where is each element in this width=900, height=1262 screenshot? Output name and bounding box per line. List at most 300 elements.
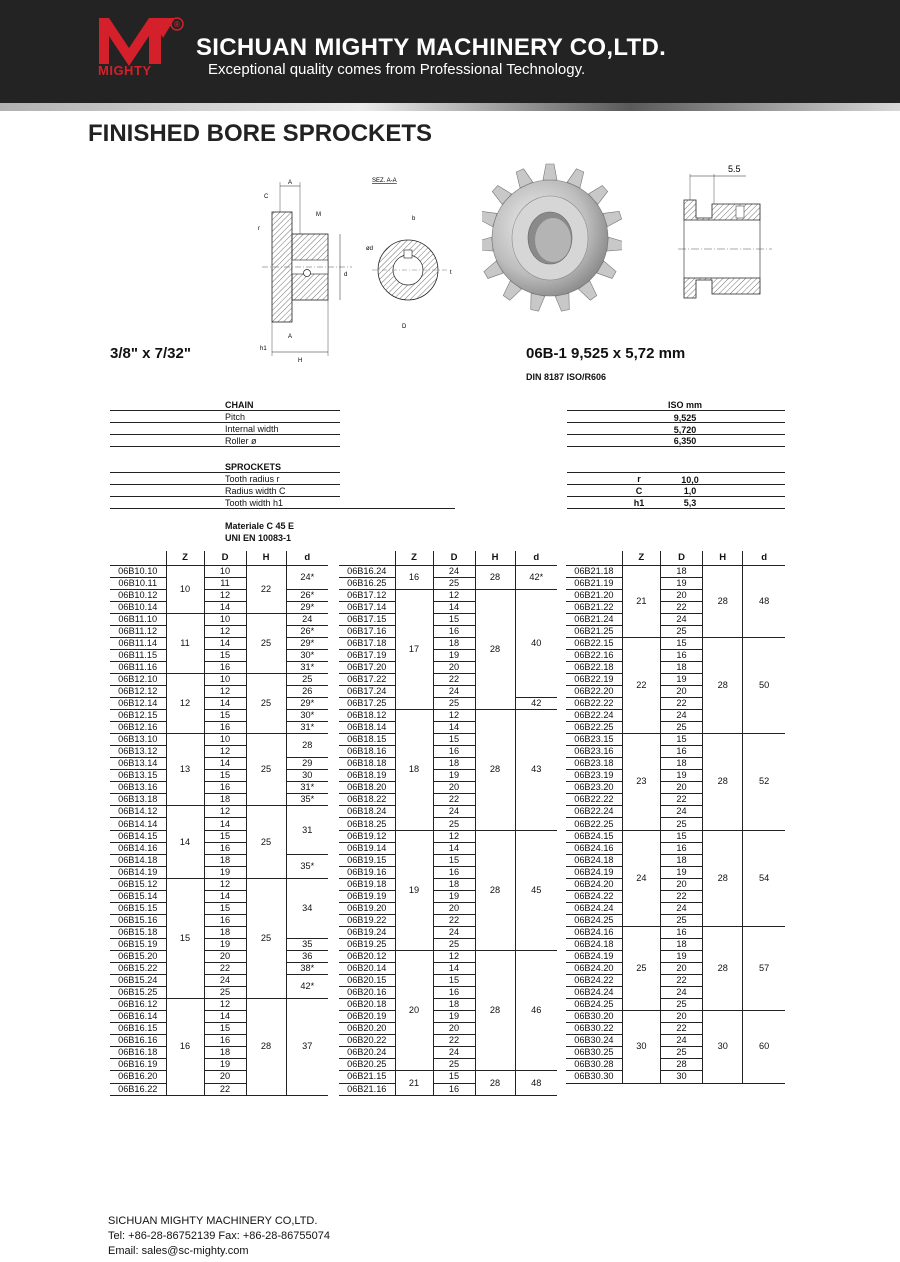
bore-diameter: 12 bbox=[433, 830, 475, 842]
bore-diameter: 24 bbox=[204, 975, 246, 987]
hub-diameter: 42 bbox=[515, 698, 557, 710]
part-code: 06B17.15 bbox=[339, 613, 395, 625]
hub-diameter: 30* bbox=[286, 710, 328, 722]
part-code: 06B12.12 bbox=[110, 685, 166, 697]
hub-diameter: 30 bbox=[286, 770, 328, 782]
bore-diameter: 18 bbox=[660, 854, 702, 866]
tooth-radius-label: Tooth radius r bbox=[225, 474, 280, 484]
bore-diameter: 16 bbox=[204, 661, 246, 673]
header-code bbox=[566, 551, 622, 565]
header-d: d bbox=[286, 551, 328, 565]
table-row bbox=[110, 565, 328, 577]
part-code: 06B18.16 bbox=[339, 746, 395, 758]
bore-diameter: 16 bbox=[433, 625, 475, 637]
table-row bbox=[566, 734, 785, 746]
bore-diameter: 25 bbox=[204, 987, 246, 999]
part-code: 06B17.24 bbox=[339, 685, 395, 697]
bore-diameter: 14 bbox=[204, 1011, 246, 1023]
header-h: H bbox=[475, 551, 515, 565]
bore-diameter: 18 bbox=[204, 794, 246, 806]
bore-diameter: 18 bbox=[433, 758, 475, 770]
footer-email: Email: sales@sc-mighty.com bbox=[108, 1245, 249, 1257]
part-code: 06B13.12 bbox=[110, 746, 166, 758]
part-code: 06B20.22 bbox=[339, 1035, 395, 1047]
hub-diameter: 37 bbox=[286, 999, 328, 1095]
header-stripe bbox=[0, 103, 900, 111]
chain-width-value: 5,720 bbox=[673, 425, 697, 435]
chain-roller-label: Roller ø bbox=[225, 436, 257, 446]
part-code: 06B24.25 bbox=[566, 999, 622, 1011]
header-d: D bbox=[660, 551, 702, 565]
part-code: 06B22.20 bbox=[566, 685, 622, 697]
radius-width-value: 1,0 bbox=[683, 486, 697, 496]
hub-diameter: 48 bbox=[515, 1071, 557, 1095]
sprocket-table-2 bbox=[339, 551, 557, 1096]
label-r: r bbox=[258, 226, 260, 232]
part-code: 06B17.16 bbox=[339, 625, 395, 637]
table-row bbox=[339, 710, 557, 722]
hub-diameter: 35 bbox=[286, 938, 328, 950]
bore-diameter: 20 bbox=[433, 782, 475, 794]
bore-diameter: 10 bbox=[204, 565, 246, 577]
part-code: 06B19.25 bbox=[339, 938, 395, 950]
part-code: 06B10.12 bbox=[110, 589, 166, 601]
part-code: 06B19.24 bbox=[339, 926, 395, 938]
header-z: Z bbox=[395, 551, 433, 565]
part-code: 06B21.19 bbox=[566, 577, 622, 589]
table-row bbox=[110, 613, 328, 625]
label-h1: h1 bbox=[260, 346, 267, 352]
bore-diameter: 15 bbox=[204, 902, 246, 914]
part-code: 06B30.24 bbox=[566, 1035, 622, 1047]
part-code: 06B16.12 bbox=[110, 999, 166, 1011]
part-code: 06B23.15 bbox=[566, 734, 622, 746]
label-bore: ød bbox=[366, 246, 374, 252]
part-code: 06B24.24 bbox=[566, 902, 622, 914]
bore-diameter: 18 bbox=[433, 999, 475, 1011]
hub-length: 25 bbox=[246, 734, 286, 806]
teeth-count: 17 bbox=[395, 589, 433, 709]
bore-diameter: 20 bbox=[433, 661, 475, 673]
part-code: 06B23.18 bbox=[566, 758, 622, 770]
header-code bbox=[110, 551, 166, 565]
bore-diameter: 25 bbox=[660, 914, 702, 926]
hub-length: 28 bbox=[703, 734, 743, 830]
bore-diameter: 18 bbox=[204, 854, 246, 866]
bore-diameter: 15 bbox=[204, 1023, 246, 1035]
bore-diameter: 15 bbox=[433, 854, 475, 866]
bore-diameter: 19 bbox=[204, 1059, 246, 1071]
label-m: M bbox=[316, 212, 321, 218]
tooth-width-sym: h1 bbox=[633, 498, 645, 508]
section-label: SEZ. A-A bbox=[372, 178, 397, 184]
part-code: 06B19.16 bbox=[339, 866, 395, 878]
table-row bbox=[110, 698, 328, 710]
hub-diameter: 29* bbox=[286, 601, 328, 613]
hub-diameter: 28 bbox=[286, 734, 328, 758]
part-code: 06B15.15 bbox=[110, 902, 166, 914]
part-code: 06B15.18 bbox=[110, 926, 166, 938]
bore-diameter: 14 bbox=[204, 601, 246, 613]
part-code: 06B16.25 bbox=[339, 577, 395, 589]
part-code: 06B15.24 bbox=[110, 975, 166, 987]
bore-diameter: 20 bbox=[660, 685, 702, 697]
bore-diameter: 16 bbox=[660, 926, 702, 938]
part-code: 06B22.24 bbox=[566, 806, 622, 818]
part-code: 06B18.15 bbox=[339, 734, 395, 746]
part-code: 06B18.14 bbox=[339, 722, 395, 734]
chain-pitch-label: Pitch bbox=[225, 412, 246, 422]
teeth-count: 21 bbox=[622, 565, 660, 637]
bore-diameter: 19 bbox=[433, 770, 475, 782]
bore-diameter: 12 bbox=[433, 951, 475, 963]
bore-diameter: 24 bbox=[660, 710, 702, 722]
bore-diameter: 24 bbox=[660, 613, 702, 625]
hub-length: 25 bbox=[246, 806, 286, 878]
size-metric: 06B-1 9,525 x 5,72 mm bbox=[526, 345, 686, 362]
part-code: 06B12.15 bbox=[110, 710, 166, 722]
tooth-width-label: Tooth width h1 bbox=[225, 498, 284, 508]
part-code: 06B12.10 bbox=[110, 673, 166, 685]
hub-length: 28 bbox=[475, 565, 515, 589]
bore-diameter: 22 bbox=[660, 698, 702, 710]
part-code: 06B21.15 bbox=[339, 1071, 395, 1083]
bore-diameter: 20 bbox=[204, 951, 246, 963]
part-code: 06B22.15 bbox=[566, 637, 622, 649]
label-b: b bbox=[412, 216, 416, 222]
part-code: 06B22.24 bbox=[566, 710, 622, 722]
part-code: 06B30.28 bbox=[566, 1059, 622, 1071]
part-code: 06B12.16 bbox=[110, 722, 166, 734]
bore-diameter: 25 bbox=[660, 818, 702, 830]
header-h: H bbox=[246, 551, 286, 565]
bore-diameter: 15 bbox=[204, 710, 246, 722]
hub-diameter: 42* bbox=[286, 975, 328, 999]
bore-diameter: 16 bbox=[433, 866, 475, 878]
hub-diameter: 43 bbox=[515, 710, 557, 830]
part-code: 06B24.20 bbox=[566, 878, 622, 890]
part-code: 06B17.20 bbox=[339, 661, 395, 673]
table-row bbox=[110, 975, 328, 987]
bore-diameter: 10 bbox=[204, 734, 246, 746]
bore-diameter: 15 bbox=[433, 975, 475, 987]
bore-diameter: 18 bbox=[204, 926, 246, 938]
table-row bbox=[110, 589, 328, 601]
tooth-radius-sym: r bbox=[637, 474, 641, 484]
part-code: 06B16.22 bbox=[110, 1083, 166, 1095]
hub-length: 22 bbox=[246, 565, 286, 613]
label-c: C bbox=[264, 194, 269, 200]
bore-diameter: 14 bbox=[433, 601, 475, 613]
hub-length: 28 bbox=[703, 830, 743, 926]
teeth-count: 22 bbox=[622, 637, 660, 733]
bore-diameter: 19 bbox=[660, 866, 702, 878]
table-row bbox=[110, 770, 328, 782]
part-code: 06B20.19 bbox=[339, 1011, 395, 1023]
radius-width-label: Radius width C bbox=[225, 486, 286, 496]
part-code: 06B16.15 bbox=[110, 1023, 166, 1035]
chain-pitch-value: 9,525 bbox=[673, 413, 697, 423]
part-code: 06B12.14 bbox=[110, 698, 166, 710]
part-code: 06B23.19 bbox=[566, 770, 622, 782]
bore-diameter: 25 bbox=[660, 999, 702, 1011]
bore-diameter: 22 bbox=[433, 914, 475, 926]
bore-diameter: 24 bbox=[660, 1035, 702, 1047]
part-code: 06B20.12 bbox=[339, 951, 395, 963]
footer-phone: Tel: +86-28-86752139 Fax: +86-28-86755074 bbox=[108, 1230, 331, 1242]
radius-width-sym: C bbox=[635, 486, 643, 496]
part-code: 06B24.18 bbox=[566, 854, 622, 866]
bore-diameter: 19 bbox=[204, 866, 246, 878]
company-name: SICHUAN MIGHTY MACHINERY CO,LTD. bbox=[196, 34, 667, 61]
part-code: 06B22.18 bbox=[566, 661, 622, 673]
bore-diameter: 15 bbox=[204, 830, 246, 842]
header-z: Z bbox=[622, 551, 660, 565]
label-t: t bbox=[450, 270, 452, 276]
bore-diameter: 24 bbox=[660, 902, 702, 914]
hub-diameter: 48 bbox=[743, 565, 785, 637]
bore-diameter: 25 bbox=[433, 577, 475, 589]
label-a1: A bbox=[288, 180, 293, 186]
part-code: 06B20.24 bbox=[339, 1047, 395, 1059]
header-d: D bbox=[433, 551, 475, 565]
hub-length: 28 bbox=[703, 565, 743, 637]
part-code: 06B19.19 bbox=[339, 890, 395, 902]
section-view-drawing bbox=[362, 172, 462, 332]
table-row bbox=[566, 926, 785, 938]
standard-label: DIN 8187 ISO/R606 bbox=[526, 372, 607, 382]
part-code: 06B18.22 bbox=[339, 794, 395, 806]
part-code: 06B21.24 bbox=[566, 613, 622, 625]
part-code: 06B16.19 bbox=[110, 1059, 166, 1071]
teeth-count: 18 bbox=[395, 710, 433, 830]
part-code: 06B19.20 bbox=[339, 902, 395, 914]
teeth-count: 20 bbox=[395, 951, 433, 1071]
bore-diameter: 19 bbox=[660, 673, 702, 685]
table-row bbox=[110, 782, 328, 794]
bore-diameter: 12 bbox=[204, 625, 246, 637]
part-code: 06B20.18 bbox=[339, 999, 395, 1011]
size-inch: 3/8" x 7/32" bbox=[110, 345, 191, 362]
bore-diameter: 22 bbox=[433, 794, 475, 806]
bore-diameter: 12 bbox=[204, 999, 246, 1011]
header-d: d bbox=[515, 551, 557, 565]
table-row bbox=[110, 673, 328, 685]
bore-diameter: 16 bbox=[433, 987, 475, 999]
hub-length: 25 bbox=[246, 613, 286, 673]
bore-diameter: 11 bbox=[204, 577, 246, 589]
part-code: 06B17.12 bbox=[339, 589, 395, 601]
part-code: 06B16.16 bbox=[110, 1035, 166, 1047]
hub-diameter: 25 bbox=[286, 673, 328, 685]
bore-diameter: 12 bbox=[204, 685, 246, 697]
bore-diameter: 25 bbox=[433, 1059, 475, 1071]
part-code: 06B19.22 bbox=[339, 914, 395, 926]
label-d: d bbox=[344, 272, 348, 278]
bore-diameter: 15 bbox=[433, 734, 475, 746]
bore-diameter: 19 bbox=[433, 890, 475, 902]
hub-diameter: 24 bbox=[286, 613, 328, 625]
part-code: 06B19.12 bbox=[339, 830, 395, 842]
teeth-count: 24 bbox=[622, 830, 660, 926]
bore-diameter: 22 bbox=[204, 1083, 246, 1095]
bore-diameter: 24 bbox=[660, 987, 702, 999]
bore-diameter: 12 bbox=[433, 710, 475, 722]
bore-diameter: 22 bbox=[204, 963, 246, 975]
header-code bbox=[339, 551, 395, 565]
part-code: 06B11.12 bbox=[110, 625, 166, 637]
bore-diameter: 20 bbox=[433, 1023, 475, 1035]
hub-length: 28 bbox=[703, 637, 743, 733]
part-code: 06B21.18 bbox=[566, 565, 622, 577]
part-code: 06B14.18 bbox=[110, 854, 166, 866]
bore-diameter: 19 bbox=[204, 938, 246, 950]
bore-diameter: 12 bbox=[204, 878, 246, 890]
part-code: 06B24.25 bbox=[566, 914, 622, 926]
part-code: 06B15.22 bbox=[110, 963, 166, 975]
table-row bbox=[566, 830, 785, 842]
bore-diameter: 15 bbox=[204, 649, 246, 661]
part-code: 06B23.20 bbox=[566, 782, 622, 794]
table-row bbox=[110, 794, 328, 806]
part-code: 06B10.10 bbox=[110, 565, 166, 577]
teeth-count: 23 bbox=[622, 734, 660, 830]
bore-diameter: 15 bbox=[660, 637, 702, 649]
hub-diameter: 31* bbox=[286, 782, 328, 794]
bore-diameter: 16 bbox=[204, 842, 246, 854]
bore-diameter: 14 bbox=[204, 637, 246, 649]
hub-diameter: 30* bbox=[286, 649, 328, 661]
part-code: 06B10.11 bbox=[110, 577, 166, 589]
bore-diameter: 25 bbox=[660, 722, 702, 734]
part-code: 06B13.18 bbox=[110, 794, 166, 806]
bore-diameter: 25 bbox=[660, 1047, 702, 1059]
hub-diameter: 50 bbox=[743, 637, 785, 733]
bore-diameter: 18 bbox=[660, 758, 702, 770]
part-code: 06B24.18 bbox=[566, 938, 622, 950]
hub-diameter: 52 bbox=[743, 734, 785, 830]
hub-diameter: 26* bbox=[286, 625, 328, 637]
hub-diameter: 54 bbox=[743, 830, 785, 926]
bore-diameter: 12 bbox=[433, 589, 475, 601]
label-a2: A bbox=[288, 334, 293, 340]
hub-length: 28 bbox=[246, 999, 286, 1095]
teeth-count: 11 bbox=[166, 613, 204, 673]
teeth-count: 25 bbox=[622, 926, 660, 1010]
table-row bbox=[110, 806, 328, 818]
table-row bbox=[110, 649, 328, 661]
part-code: 06B17.19 bbox=[339, 649, 395, 661]
table-row bbox=[110, 854, 328, 866]
table-row bbox=[566, 637, 785, 649]
bore-diameter: 18 bbox=[433, 637, 475, 649]
part-code: 06B24.19 bbox=[566, 951, 622, 963]
hub-diameter: 29* bbox=[286, 637, 328, 649]
bore-diameter: 22 bbox=[660, 975, 702, 987]
bore-diameter: 16 bbox=[433, 1083, 475, 1095]
bore-diameter: 12 bbox=[204, 589, 246, 601]
hub-length: 28 bbox=[703, 926, 743, 1010]
part-code: 06B16.20 bbox=[110, 1071, 166, 1083]
header-z: Z bbox=[166, 551, 204, 565]
part-code: 06B30.20 bbox=[566, 1011, 622, 1023]
teeth-count: 19 bbox=[395, 830, 433, 950]
part-code: 06B14.19 bbox=[110, 866, 166, 878]
part-code: 06B13.10 bbox=[110, 734, 166, 746]
hub-diameter: 42* bbox=[515, 565, 557, 589]
part-code: 06B21.22 bbox=[566, 601, 622, 613]
part-code: 06B22.25 bbox=[566, 818, 622, 830]
table-row bbox=[339, 951, 557, 963]
bore-diameter: 14 bbox=[204, 890, 246, 902]
bore-diameter: 25 bbox=[433, 938, 475, 950]
part-code: 06B17.25 bbox=[339, 698, 395, 710]
teeth-count: 13 bbox=[166, 734, 204, 806]
hub-diameter: 31* bbox=[286, 661, 328, 673]
tooth-width-value: 5,3 bbox=[683, 498, 697, 508]
bore-diameter: 16 bbox=[433, 746, 475, 758]
chain-roller-value: 6,350 bbox=[673, 436, 697, 446]
part-code: 06B13.14 bbox=[110, 758, 166, 770]
hub-length: 28 bbox=[475, 589, 515, 709]
part-code: 06B15.16 bbox=[110, 914, 166, 926]
bore-diameter: 18 bbox=[204, 1047, 246, 1059]
hub-length: 28 bbox=[475, 710, 515, 830]
hub-length: 28 bbox=[475, 951, 515, 1071]
bore-diameter: 22 bbox=[660, 601, 702, 613]
bore-diameter: 16 bbox=[204, 722, 246, 734]
chain-width-label: Internal width bbox=[225, 424, 279, 434]
bore-diameter: 16 bbox=[660, 746, 702, 758]
table-row bbox=[339, 830, 557, 842]
part-code: 06B23.16 bbox=[566, 746, 622, 758]
bore-diameter: 20 bbox=[204, 1071, 246, 1083]
hub-diameter: 38* bbox=[286, 963, 328, 975]
bore-diameter: 19 bbox=[433, 1011, 475, 1023]
part-code: 06B18.19 bbox=[339, 770, 395, 782]
sprocket-table-1 bbox=[110, 551, 328, 1096]
bore-diameter: 18 bbox=[660, 661, 702, 673]
part-code: 06B11.14 bbox=[110, 637, 166, 649]
table-row bbox=[110, 963, 328, 975]
bore-diameter: 24 bbox=[660, 806, 702, 818]
part-code: 06B30.22 bbox=[566, 1023, 622, 1035]
table-row bbox=[339, 589, 557, 601]
bore-diameter: 15 bbox=[433, 613, 475, 625]
bore-diameter: 22 bbox=[660, 1023, 702, 1035]
part-code: 06B14.12 bbox=[110, 806, 166, 818]
teeth-count: 10 bbox=[166, 565, 204, 613]
part-code: 06B30.30 bbox=[566, 1071, 622, 1083]
hub-length: 25 bbox=[246, 878, 286, 998]
bore-diameter: 22 bbox=[433, 673, 475, 685]
hub-diameter: 26 bbox=[286, 685, 328, 697]
page-title: FINISHED BORE SPROCKETS bbox=[88, 120, 433, 147]
teeth-count: 16 bbox=[166, 999, 204, 1095]
hub-length: 25 bbox=[246, 673, 286, 733]
bore-diameter: 14 bbox=[204, 698, 246, 710]
sprocket-render bbox=[482, 148, 622, 324]
bore-diameter: 14 bbox=[433, 963, 475, 975]
hub-diameter: 29* bbox=[286, 698, 328, 710]
hub-diameter: 60 bbox=[743, 1011, 785, 1083]
bore-diameter: 25 bbox=[433, 698, 475, 710]
bore-diameter: 22 bbox=[660, 890, 702, 902]
tagline: Exceptional quality comes from Professional Technology. bbox=[208, 61, 586, 78]
part-code: 06B22.16 bbox=[566, 649, 622, 661]
part-code: 06B15.20 bbox=[110, 951, 166, 963]
material-line-2: UNI EN 10083-1 bbox=[225, 533, 292, 543]
